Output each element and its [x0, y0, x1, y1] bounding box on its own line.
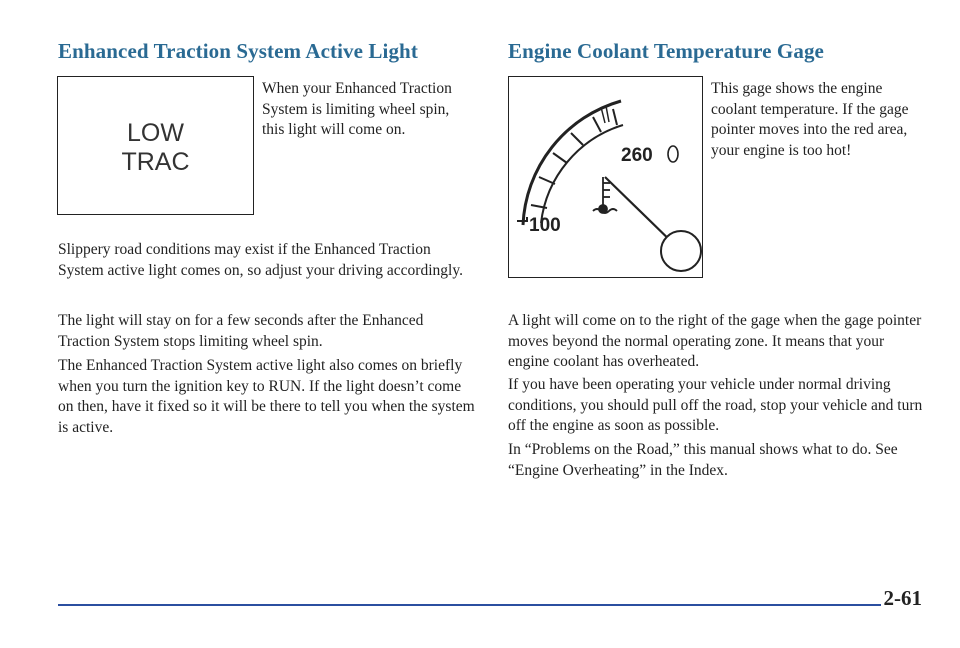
gauge-description: This gage shows the engine coolant temperature. If the gage pointer moves into the red area, your engine is too hot! [711, 80, 909, 159]
gauge-label-100: 100 [529, 215, 561, 236]
paragraph-light-duration: The light will stay on for a few seconds after the Enhanced Traction System stops limiting wheel spin. [58, 312, 424, 350]
page-number: 2-61 [883, 586, 922, 610]
indicator-label-trac: TRAC [121, 148, 190, 176]
gauge-hub [661, 231, 701, 271]
low-trac-indicator-illustration [57, 76, 254, 215]
gauge-inner-arc [541, 125, 623, 223]
section-heading-traction-light: Enhanced Traction System Active Light [58, 39, 418, 63]
paragraph-pull-off-road: If you have been operating your vehicle under normal driving conditions, you should pull off the road, stop your vehicle and turn off the engine as soon as possible. [508, 376, 923, 434]
section-heading-coolant-gage: Engine Coolant Temperature Gage [508, 39, 824, 63]
paragraph-slippery-roads: Slippery road conditions may exist if the Enhanced Traction System active light comes on, so adjust your driving accordingly. [58, 241, 463, 279]
overheat-light-marker [668, 146, 678, 162]
indicator-label-low: LOW [127, 119, 184, 147]
indicator-description: When your Enhanced Traction System is limiting wheel spin, this light will come on. [262, 80, 452, 138]
coolant-gauge-svg [509, 77, 704, 279]
footer-rule [58, 604, 881, 606]
paragraph-overheat-light: A light will come on to the right of the gage when the gage pointer moves beyond the normal operating zone. It means that your engine coolant has overheated. [508, 312, 922, 370]
coolant-gauge-illustration [508, 76, 703, 278]
paragraph-see-index: In “Problems on the Road,” this manual shows what to do. See “Engine Overheating” in the Index. [508, 441, 898, 479]
gauge-label-260: 260 [621, 145, 653, 166]
coolant-temperature-icon [593, 177, 617, 213]
paragraph-ignition-check: The Enhanced Traction System active light also comes on briefly when you turn the ignition key to RUN. If the light doesn’t come on then, have it fixed so it will be there to tell you when the system is active. [58, 357, 475, 436]
